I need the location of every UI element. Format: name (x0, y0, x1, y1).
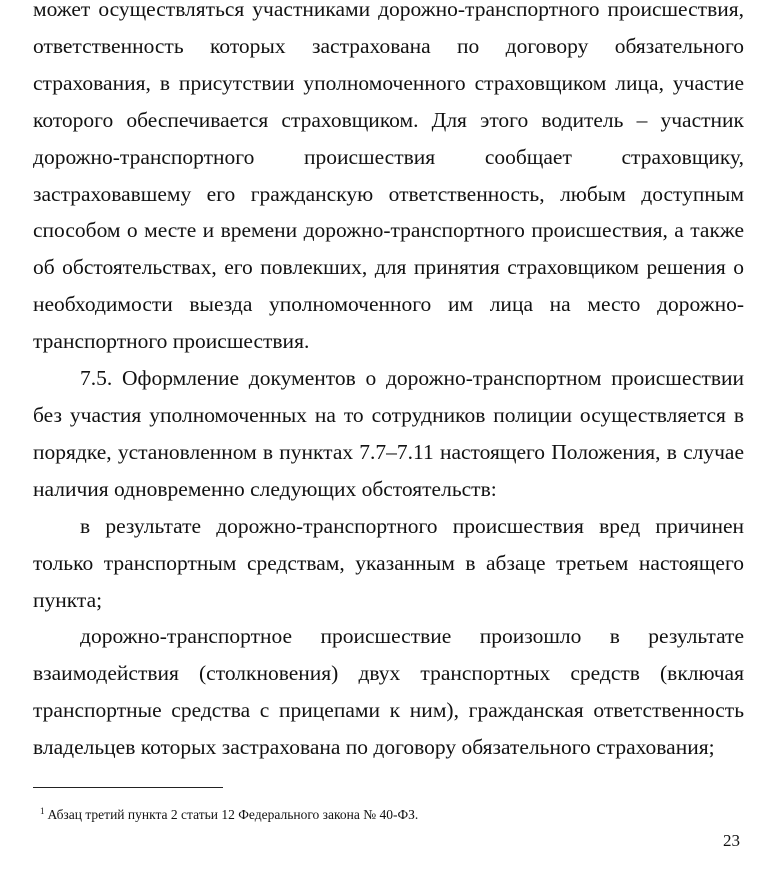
paragraph-7-5: 7.5. Оформление документов о дорожно-транспортном происшествии без участия уполномоченных на то сотрудников полиции осуществляется в порядке, установленном в пунктах 7.7–7.11 настоящего Положения, в случае наличия одновременно следующих обстоятельств: (33, 366, 744, 501)
footnote (40, 802, 740, 824)
footnote-text: Абзац третий пункта 2 статьи 12 Федерального закона № 40-ФЗ. (47, 807, 419, 822)
page-number: 23 (723, 831, 740, 850)
footnote-separator (33, 787, 223, 788)
paragraph-harm-condition: в результате дорожно-транспортного происшествия вред причинен только транспортным средствам, указанным в абзаце третьем настоящего пункта; (33, 513, 744, 612)
paragraph-interaction-condition: дорожно-транспортное происшествие произошло в результате взаимодействия (столкновения) двух транспортных средств (включая транспортные средства с прицепами к ним), гражданская ответственность владельцев которых застрахована по договору обязательного страхования; (33, 624, 744, 760)
body-text (33, 0, 744, 766)
footnote-marker: 1 (40, 806, 45, 816)
paragraph-continuation: может осуществляться участниками дорожно-транспортного происшествия, ответственность которых застрахована по договору обязательного страхования, в присутствии уполномоченного страховщиком лица, участие которого обеспечивается страховщиком. Для этого водитель – участник дорожно-транспортного происшествия сообщает страховщику, застраховавшему его гражданскую ответственность, любым доступным способом о месте и времени дорожно-транспортного происшествия, а также об обстоятельствах, его повлекших, для принятия страховщиком решения о необходимости выезда уполномоченного им лица на место дорожно-транспортного происшествия. (33, 0, 744, 354)
